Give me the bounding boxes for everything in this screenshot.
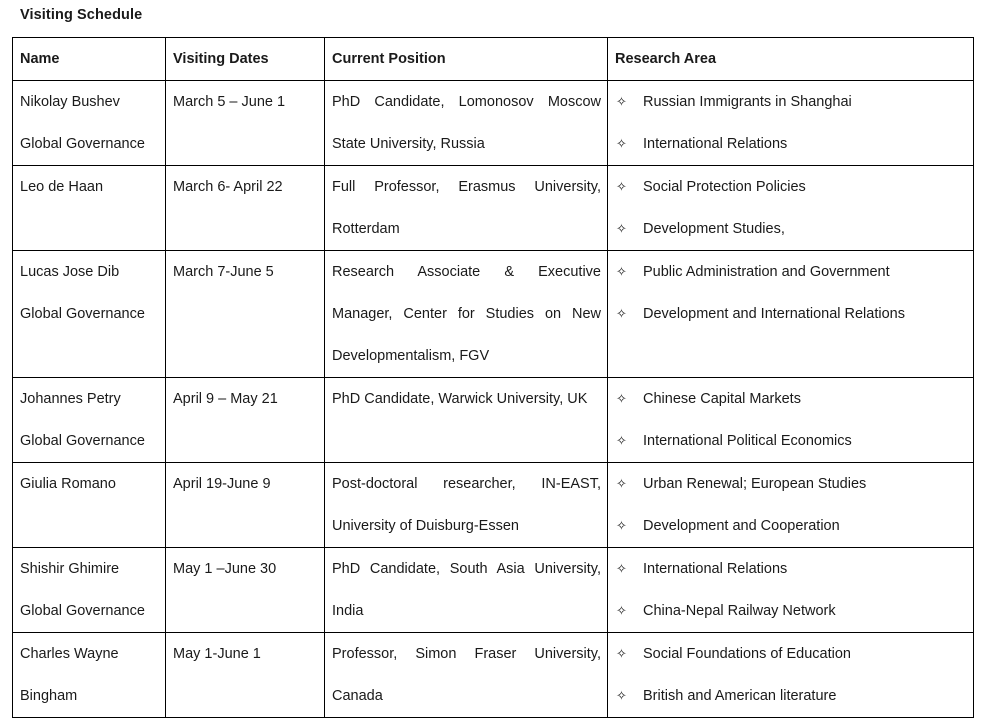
cell-position: Post-doctoral researcher, IN-EAST, University of Duisburg-Essen bbox=[325, 463, 608, 548]
name-line: Charles Wayne bbox=[20, 646, 119, 662]
cell-name bbox=[13, 81, 166, 166]
name-line: Lucas Jose Dib bbox=[20, 264, 120, 280]
header-current-position: Current Position bbox=[325, 38, 608, 81]
cell-position: PhD Candidate, Lomonosov Moscow State University, Russia bbox=[325, 81, 608, 166]
cell-dates: May 1-June 1 bbox=[166, 633, 325, 718]
cell-position: Professor, Simon Fraser University, Canada bbox=[325, 633, 608, 718]
cell-name bbox=[13, 463, 166, 548]
cell-name bbox=[13, 251, 166, 378]
cell-research bbox=[608, 251, 974, 378]
cell-position: PhD Candidate, South Asia University, India bbox=[325, 548, 608, 633]
page-title: Visiting Schedule bbox=[20, 7, 143, 23]
header-visiting-dates: Visiting Dates bbox=[166, 38, 325, 81]
name-line: Johannes Petry bbox=[20, 391, 121, 407]
name-line: Global Governance bbox=[20, 306, 145, 322]
sparkle-bullet-icon: ✧ bbox=[616, 306, 627, 321]
cell-research bbox=[608, 548, 974, 633]
cell-research bbox=[608, 378, 974, 463]
research-item: ✧ Development Studies, bbox=[616, 208, 966, 250]
cell-name bbox=[13, 548, 166, 633]
cell-dates: March 6- April 22 bbox=[166, 166, 325, 251]
research-item: ✧ Development and Cooperation bbox=[616, 505, 966, 547]
header-name: Name bbox=[13, 38, 166, 81]
table-row bbox=[13, 463, 974, 548]
cell-position: Research Associate & Executive Manager, Center for Studies on New Developmentalism, FGV bbox=[325, 251, 608, 378]
table-header-row bbox=[13, 38, 974, 81]
sparkle-bullet-icon: ✧ bbox=[616, 179, 627, 194]
table-row bbox=[13, 633, 974, 718]
sparkle-bullet-icon: ✧ bbox=[616, 433, 627, 448]
cell-dates: April 9 – May 21 bbox=[166, 378, 325, 463]
sparkle-bullet-icon: ✧ bbox=[616, 603, 627, 618]
name-line: Nikolay Bushev bbox=[20, 94, 120, 110]
cell-research bbox=[608, 463, 974, 548]
research-item: ✧ British and American literature bbox=[616, 675, 966, 717]
sparkle-bullet-icon: ✧ bbox=[616, 518, 627, 533]
cell-research bbox=[608, 166, 974, 251]
research-item: ✧ Social Foundations of Education bbox=[616, 633, 966, 675]
cell-name bbox=[13, 166, 166, 251]
sparkle-bullet-icon: ✧ bbox=[616, 476, 627, 491]
research-item: ✧ Social Protection Policies bbox=[616, 166, 966, 208]
research-item: ✧ Public Administration and Government bbox=[616, 251, 966, 293]
name-line: Giulia Romano bbox=[20, 476, 116, 492]
sparkle-bullet-icon: ✧ bbox=[616, 221, 627, 236]
sparkle-bullet-icon: ✧ bbox=[616, 561, 627, 576]
research-item: ✧ International Political Economics bbox=[616, 420, 966, 462]
research-item: ✧ Urban Renewal; European Studies bbox=[616, 463, 966, 505]
cell-dates: April 19-June 9 bbox=[166, 463, 325, 548]
cell-dates: May 1 –June 30 bbox=[166, 548, 325, 633]
cell-position: Full Professor, Erasmus University, Rotterdam bbox=[325, 166, 608, 251]
name-line: Global Governance bbox=[20, 433, 145, 449]
sparkle-bullet-icon: ✧ bbox=[616, 136, 627, 151]
research-item: ✧ International Relations bbox=[616, 548, 966, 590]
table-row bbox=[13, 81, 974, 166]
cell-position: PhD Candidate, Warwick University, UK bbox=[325, 378, 608, 463]
table-row bbox=[13, 548, 974, 633]
table-row bbox=[13, 251, 974, 378]
name-line: Global Governance bbox=[20, 136, 145, 152]
cell-name bbox=[13, 633, 166, 718]
cell-research bbox=[608, 633, 974, 718]
research-item: ✧ Russian Immigrants in Shanghai bbox=[616, 81, 966, 123]
sparkle-bullet-icon: ✧ bbox=[616, 264, 627, 279]
name-line: Global Governance bbox=[20, 603, 145, 619]
cell-dates: March 5 – June 1 bbox=[166, 81, 325, 166]
sparkle-bullet-icon: ✧ bbox=[616, 94, 627, 109]
cell-dates: March 7-June 5 bbox=[166, 251, 325, 378]
research-item: ✧ International Relations bbox=[616, 123, 966, 165]
research-item: ✧ Chinese Capital Markets bbox=[616, 378, 966, 420]
research-item: ✧ Development and International Relations bbox=[616, 293, 966, 335]
cell-research bbox=[608, 81, 974, 166]
sparkle-bullet-icon: ✧ bbox=[616, 688, 627, 703]
header-research-area: Research Area bbox=[608, 38, 974, 81]
table-row bbox=[13, 166, 974, 251]
visiting-schedule-table bbox=[12, 37, 974, 718]
research-item: ✧ China-Nepal Railway Network bbox=[616, 590, 966, 632]
cell-name bbox=[13, 378, 166, 463]
sparkle-bullet-icon: ✧ bbox=[616, 391, 627, 406]
name-line: Shishir Ghimire bbox=[20, 561, 120, 577]
table-row bbox=[13, 378, 974, 463]
name-line: Bingham bbox=[20, 688, 78, 704]
name-line: Leo de Haan bbox=[20, 179, 104, 195]
sparkle-bullet-icon: ✧ bbox=[616, 646, 627, 661]
